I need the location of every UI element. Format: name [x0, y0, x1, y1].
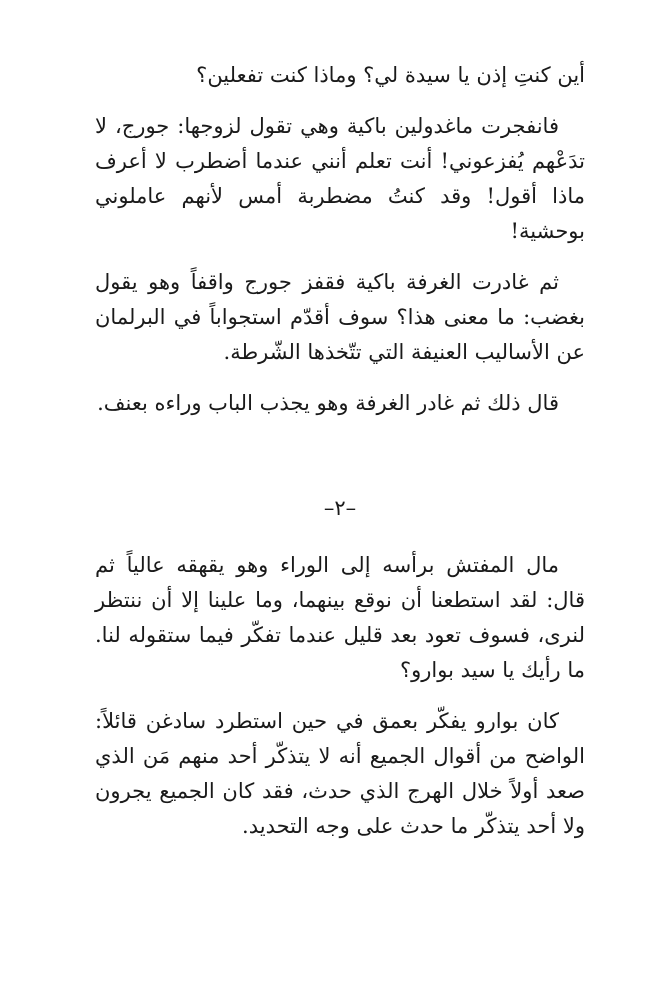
paragraph-2: فانفجرت ماغدولين باكية وهي تقول لزوجها: جورج، لا تدَعْهم يُفزعوني! أنت تعلم أنني عندما أضطرب لا أعرف ماذا أقول! وقد كنتُ مضطربة أمس لأنهم عاملوني بوحشية!: [95, 114, 585, 243]
book-page: [95, 58, 585, 860]
section-number: –٢–: [323, 496, 357, 520]
paragraph-3: ثم غادرت الغرفة باكية فقفز جورج واقفاً وهو يقول بغضب: ما معنى هذا؟ سوف أقدّم استجواباً في البرلمان عن الأساليب العنيفة التي تتّخذها الشّرطة.: [95, 270, 585, 364]
paragraph-1: أين كنتِ إذن يا سيدة لي؟ وماذا كنت تفعلين؟: [196, 63, 585, 87]
paragraph-6: كان بوارو يفكّر بعمق في حين استطرد سادغن قائلاً: الواضح من أقوال الجميع أنه لا يتذكّر أحد منهم مَن الذي صعد أولاً خلال الهرج الذي حدث، فقد كان الجميع يجرون ولا أحد يتذكّر ما حدث على وجه التحديد.: [95, 709, 585, 838]
paragraph-4: قال ذلك ثم غادر الغرفة وهو يجذب الباب وراءه بعنف.: [97, 391, 559, 415]
paragraph-5: مال المفتش برأسه إلى الوراء وهو يقهقه عالياً ثم قال: لقد استطعنا أن نوقع بينهما، وما علينا إلا أن ننتظر لنرى، فسوف تعود بعد قليل عندما تفكّر فيما ستقوله لنا. ما رأيك يا سيد بوارو؟: [95, 553, 585, 682]
